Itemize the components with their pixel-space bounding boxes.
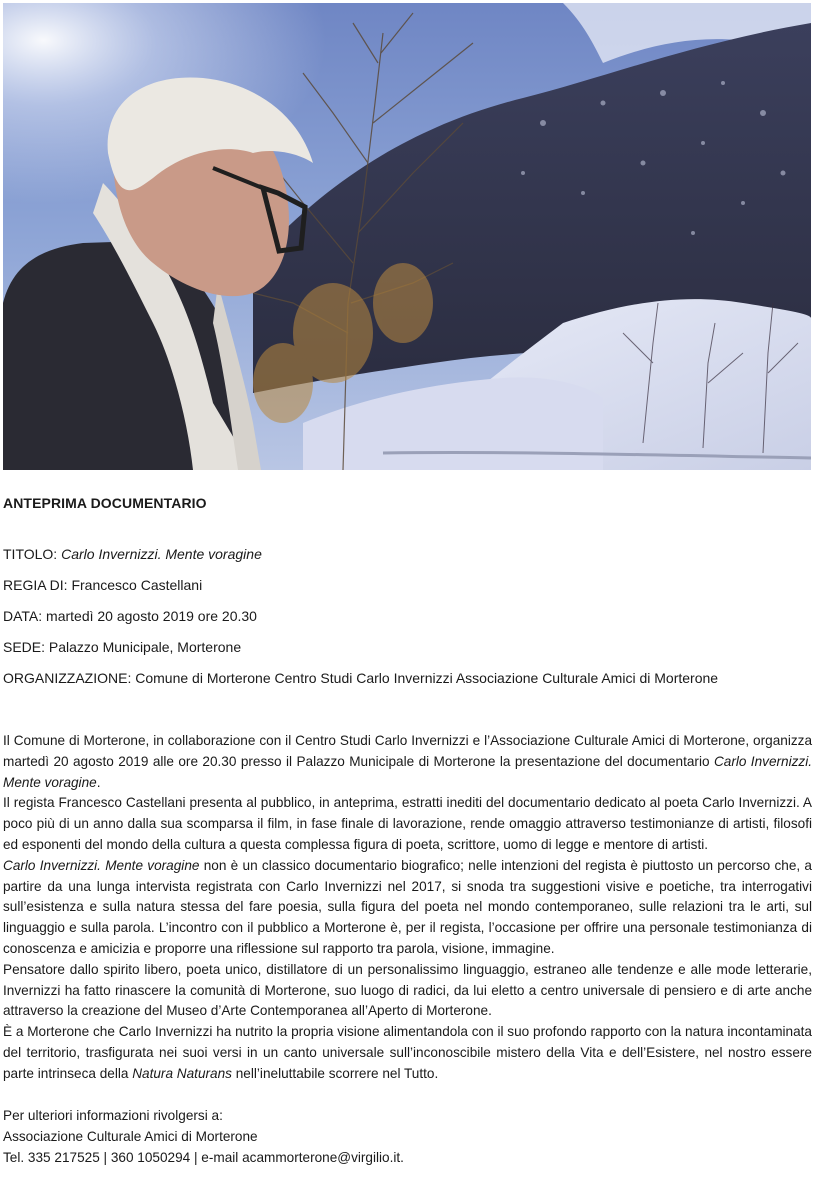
contact-intro: Per ulteriori informazioni rivolgersi a: [3,1108,223,1123]
paragraph-1-end: . [96,774,101,790]
natura-naturans-italic: Natura Naturans [132,1065,232,1081]
contact-phone-email: Tel. 335 217525 | 360 1050294 | e-mail acammorterone@virgilio.it. [3,1149,404,1165]
documentary-title-italic-2: Carlo Invernizzi. Mente voragine [3,857,200,873]
paragraph-5-text: È a Morterone che Carlo Invernizzi ha nutrito la propria visione alimentandola con il suo profondo rapporto con la natura incontaminata del territorio, trasfigurata nei suoi versi in un canto universale sull’inconoscibile mistero della Vita e dell’Esistere, nel nostro essere parte intrinseca della [3,1024,812,1081]
contact-org: Associazione Culturale Amici di Morterone [3,1128,258,1144]
detail-titolo-label: TITOLO: [3,546,62,562]
paragraph-3 [3,856,812,960]
detail-titolo-value: Carlo Invernizzi. Mente voragine [61,546,262,562]
paragraph-4: Pensatore dallo spirito libero, poeta unico, distillatore di un personalissimo linguaggio, estraneo alle tendenze e alle mode letterarie, Invernizzi ha fatto rinascere la comunità di Morterone, suo luogo di radici, da lui eletto a centro universale di pensiero e di arte anche attraverso la creazione del Museo d’Arte Contemporanea all’Aperto di Morterone. [3,961,812,1019]
paragraph-5 [3,1022,812,1084]
detail-sede: SEDE: Palazzo Municipale, Morterone [3,639,242,655]
paragraph-1-text: Il Comune di Morterone, in collaborazione con il Centro Studi Carlo Invernizzi e l’Associazione Culturale Amici di Morterone, organizza martedì 20 agosto 2019 alle ore 20.30 presso il Palazzo Municipale di Morterone la presentazione del documentario [3,733,812,769]
detail-data: DATA: martedì 20 agosto 2019 ore 20.30 [3,608,257,624]
hero-photo [3,3,811,470]
paragraph-2: Il regista Francesco Castellani presenta al pubblico, in anteprima, estratti inediti del documentario dedicato al poeta Carlo Invernizzi. A poco più di un anno dalla sua scomparsa il film, in fase finale di lavorazione, rende omaggio attraverso testimonianze di artisti, filosofi ed esponenti del mondo della cultura a questa complessa figura di poeta, scrittore, uomo di legge e mentore di artisti. [3,795,812,852]
paragraph-3-text: non è un classico documentario biografico; nelle intenzioni del regista è piuttosto un percorso che, a partire da una lunga intervista registrata con Carlo Invernizzi nel 2017, si snoda tra suggestioni visive e poetiche, tra interrogativi sull’esistenza e sulla natura stessa del fare poesia, sulla figura del poeta nel mondo contemporaneo, sulle relazioni tra le arti, sul linguaggio e sulla parola. L’incontro con il pubblico a Morterone è, per il regista, l’occasione per offrire una personale testimonianza di conoscenza e amicizia e proporre una riflessione sul rapporto tra parola, visione, immagine. [3,857,812,956]
paragraph-1 [3,731,812,793]
detail-regia: REGIA DI: Francesco Castellani [3,577,203,593]
article-body [3,731,812,1085]
documentary-title-italic: Carlo Invernizzi. Mente voragine [3,753,813,790]
section-heading: ANTEPRIMA DOCUMENTARIO [3,495,207,511]
detail-titolo [3,546,262,563]
hero-photo-illustration [3,3,811,470]
contact-info [3,1106,404,1168]
detail-organizzazione: ORGANIZZAZIONE: Comune di Morterone Centro Studi Carlo Invernizzi Associazione Culturale Amici di Morterone [3,670,719,686]
paragraph-5-end: nell’ineluttabile scorrere nel Tutto. [231,1065,439,1081]
